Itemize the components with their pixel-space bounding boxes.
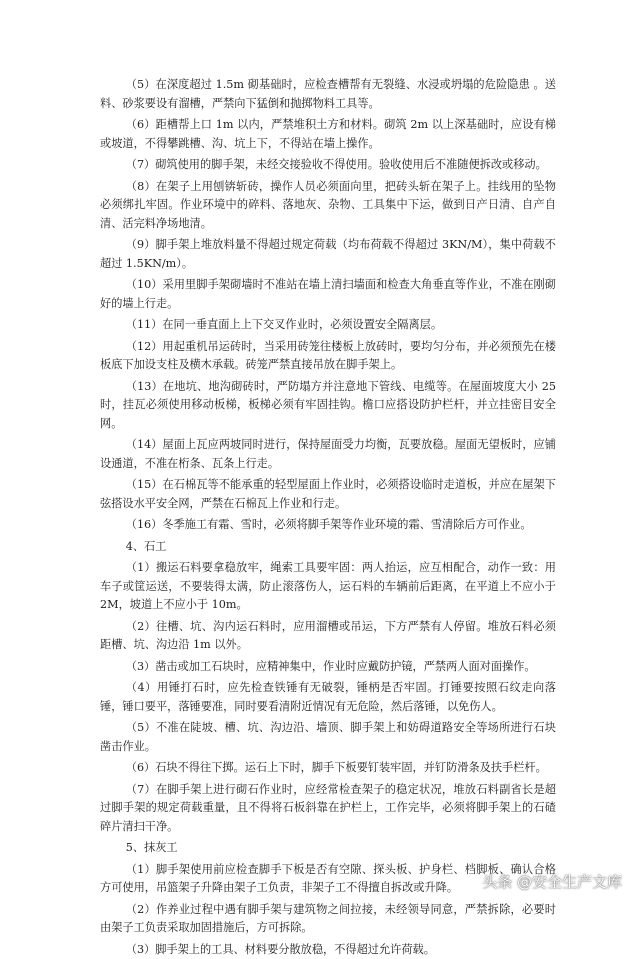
paragraph: （1）搬运石料要拿稳放牢，绳索工具要牢固：两人抬运，应互相配合，动作一致：用车子或筐运送，不要装得太满，防止滚落伤人，运石料的车辆前后距离，在平道上不应小于 2M，坡道上不应小于 10m。 <box>100 559 556 615</box>
paragraph: （9）脚手架上堆放料量不得超过规定荷载（均布荷载不得超过 3KN/M），集中荷载不超过 1.5KN/m）。 <box>100 236 556 273</box>
section-heading: 4、石工 <box>100 538 556 557</box>
paragraph: （4）用锤打石时，应先检查铁锤有无破裂，锤柄是否牢固。打锤要按照石纹走向落锤，锤口要平，落锤要准，同时要看清附近情况有无危险，然后落锤，以免伤人。 <box>100 679 556 716</box>
paragraph: （2）往槽、坑、沟内运石料时，应用溜槽或吊运，下方严禁有人停留。堆放石料必须距槽、坑、沟边沿 1m 以外。 <box>100 618 556 655</box>
paragraph: （5）在深度超过 1.5m 砌基础时，应检查槽帮有无裂缝、水浸或坍塌的危险隐患 。送料、砂浆要设有溜槽，严禁向下猛倒和抛掷物料工具等。 <box>100 76 556 113</box>
paragraph: （7）砌筑使用的脚手架，未经交接验收不得使用。验收使用后不准随便拆改或移动。 <box>100 156 556 175</box>
paragraph: （3）凿击或加工石块时，应精神集中，作业时应戴防护镜，严禁两人面对面操作。 <box>100 658 556 677</box>
paragraph: （14）屋面上瓦应两坡同时进行，保持屋面受力均衡，瓦要放稳。屋面无望板时，应铺设通道，不准在桁条、瓦条上行走。 <box>100 436 556 473</box>
paragraph: （13）在地坑、地沟砌砖时，严防塌方并注意地下管线、电缆等。在屋面坡度大小 25 时，挂瓦必须使用移动板梯，板梯必须有牢固挂钩。檐口应搭设防护栏杆，并立挂密目安全网。 <box>100 378 556 434</box>
watermark-text: 头条 @安全生产文库 <box>482 871 622 892</box>
watermark <box>482 871 622 892</box>
paragraph: （16）冬季施工有霜、雪时，必须将脚手架等作业环境的霜、雪清除后方可作业。 <box>100 516 556 535</box>
paragraph: （3）脚手架上的工具、材料要分散放稳，不得超过允许荷载。 <box>100 941 556 959</box>
paragraph: （6）石块不得往下掷。运石上下时，脚手下板要钉装牢固，并钉防滑条及扶手栏杆。 <box>100 759 556 778</box>
paragraph: （11）在同一垂直面上上下交叉作业时，必须设置安全隔离层。 <box>100 316 556 335</box>
paragraph: （10）采用里脚手架砌墙时不准站在墙上清扫墙面和检查大角垂直等作业，不准在刚砌好的墙上行走。 <box>100 276 556 313</box>
document-body <box>100 76 556 959</box>
paragraph: （5）不准在陡坡、槽、坑、沟边沿、墙顶、脚手架上和妨碍道路安全等场所进行石块凿击作业。 <box>100 719 556 756</box>
paragraph: （7）在脚手架上进行砌石作业时，应经常检查架子的稳定状况，堆放石料副省长是超过脚手架的规定荷载重量，且不得将石板斜靠在护栏上，工作完毕，必须将脚手架上的石碴碎片清扫干净。 <box>100 781 556 837</box>
paragraph: （2）作养业过程中遇有脚手架与建筑物之间拉接，未经领导同意，严禁拆除，必要时由架子工负责采取加固措施后，方可拆除。 <box>100 901 556 938</box>
section-heading: 5、抹灰工 <box>100 839 556 858</box>
paragraph: （8）在架子上用刨锛斩砖，操作人员必须面向里，把砖头斩在架子上。挂线用的坠物必须绑扎牢固。作业环境中的碎料、落地灰、杂物、工具集中下运，做到日产日清、自产自清、活完料净场地清。 <box>100 178 556 234</box>
paragraph: （12）用起重机吊运砖时，当采用砖笼往楼板上放砖时，要均匀分布，并必须预先在楼板底下加设支柱及横木承载。砖笼严禁直接吊放在脚手架上。 <box>100 338 556 375</box>
paragraph: （6）距槽帮上口 1m 以内，严禁堆积土方和材料。砌筑 2m 以上深基础时，应设有梯或坡道，不得攀跳槽、沟、坑上下，不得站在墙上操作。 <box>100 116 556 153</box>
paragraph: （15）在石棉瓦等不能承重的轻型屋面上作业时，必须搭设临时走道板，并应在屋架下弦搭设水平安全网，严禁在石棉瓦上作业和行走。 <box>100 476 556 513</box>
paragraph: （1）脚手架使用前应检查脚手下板是否有空隙、探头板、护身栏、档脚板、确认合格方可使用，吊篮架子升降由架子工负责，非架子工不得擅自拆改或升降。 <box>100 861 556 898</box>
